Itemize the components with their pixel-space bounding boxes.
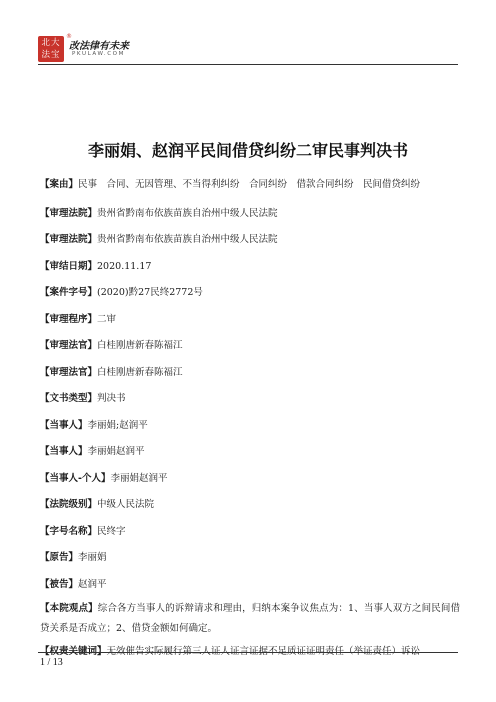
field-key: 【审结日期】	[40, 261, 98, 272]
field-key: 【当事人】	[40, 420, 88, 431]
field-value: 中级人民法院	[97, 499, 155, 510]
field-procedure	[40, 312, 460, 328]
field-key: 【审理法院】	[40, 234, 98, 245]
logo-seal-line2: 法宝	[41, 50, 61, 60]
field-key: 【审理法官】	[40, 367, 98, 378]
field-trial-court	[40, 232, 460, 248]
field-value: 判决书	[97, 393, 126, 404]
logo-url: PKULAW.COM	[72, 51, 125, 57]
field-value: 白桂刚唐新春陈福江	[97, 340, 183, 351]
field-value: 无效催告实际履行第三人证人证言证据不足质证证明责任（举证责任）诉讼	[106, 646, 421, 657]
header-divider	[38, 64, 458, 65]
field-value: 李丽娟赵润平	[87, 446, 145, 457]
field-plaintiff	[40, 550, 460, 566]
field-case-cause	[40, 177, 460, 193]
field-key: 【法院级别】	[40, 499, 98, 510]
field-key: 【字号名称】	[40, 526, 98, 537]
field-value: 二审	[97, 314, 117, 325]
field-value: 综合各方当事人的诉辩请求和理由，归纳本案争议焦点为：1、当事人双方之间民间借贷关系是否成立；2、借贷金额如何确定。	[40, 603, 460, 634]
field-key: 【被告】	[40, 579, 79, 590]
field-value: 贵州省黔南布依族苗族自治州中级人民法院	[97, 208, 278, 219]
registered-mark: ®	[66, 33, 72, 40]
field-key: 【案由】	[40, 179, 79, 190]
field-parties-individual	[40, 471, 460, 487]
field-trial-court	[40, 206, 460, 222]
field-closing-date	[40, 259, 460, 275]
field-judges	[40, 365, 460, 381]
field-key: 【审理法官】	[40, 340, 98, 351]
field-court-level	[40, 497, 460, 513]
field-key: 【当事人-个人】	[40, 473, 111, 484]
field-key: 【案件字号】	[40, 287, 98, 298]
field-key: 【权责关键词】	[40, 646, 107, 657]
field-value: 李丽娟赵润平	[110, 473, 168, 484]
document-title: 李丽娟、赵润平民间借贷纠纷二审民事判决书	[87, 141, 408, 160]
field-value: 李丽娟	[78, 552, 107, 563]
field-value: 李丽娟;赵润平	[87, 420, 148, 431]
field-parties	[40, 418, 460, 434]
field-value: 贵州省黔南布依族苗族自治州中级人民法院	[97, 234, 278, 245]
field-value: 白桂刚唐新春陈福江	[97, 367, 183, 378]
field-key: 【审理程序】	[40, 314, 98, 325]
field-value: 赵润平	[78, 579, 107, 590]
field-number-name	[40, 524, 460, 540]
logo-seal-line1: 北大	[41, 38, 61, 48]
field-value: 2020.11.17	[97, 261, 152, 272]
field-value: (2020)黔27民终2772号	[97, 287, 203, 298]
field-defendant	[40, 577, 460, 593]
field-value: 民终字	[97, 526, 126, 537]
pkulaw-seal-icon	[38, 36, 64, 62]
footer-divider	[38, 652, 458, 653]
field-document-type	[40, 391, 460, 407]
field-value: 民事 合同、无因管理、不当得利纠纷 合同纠纷 借款合同纠纷 民间借贷纠纷	[78, 179, 421, 190]
logo-slogan: 改法律有未来	[69, 41, 129, 52]
page-number: 1 / 13	[40, 657, 63, 668]
field-judges	[40, 338, 460, 354]
field-court-opinion	[40, 599, 460, 639]
field-key: 【原告】	[40, 552, 79, 563]
field-key: 【本院观点】	[40, 603, 98, 614]
field-key: 【文书类型】	[40, 393, 98, 404]
field-key: 【审理法院】	[40, 208, 98, 219]
field-parties	[40, 444, 460, 460]
field-key: 【当事人】	[40, 446, 88, 457]
field-case-number	[40, 285, 460, 301]
